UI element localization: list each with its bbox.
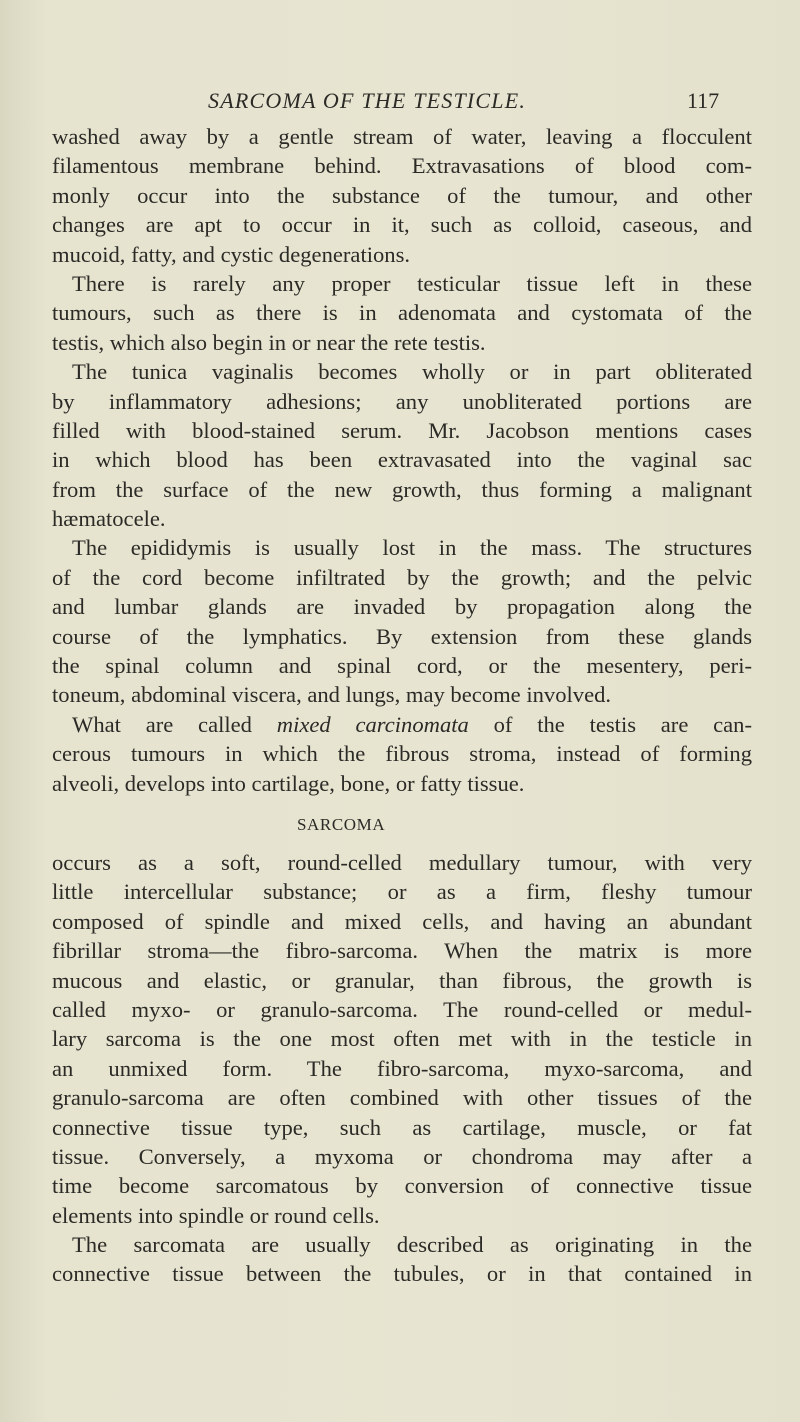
text-line: of the cord become infiltrated by the growth; and the pelvic	[52, 564, 752, 590]
text-line: alveoli, develops into cartilage, bone, or fatty tissue.	[52, 770, 525, 796]
text-line: washed away by a gentle stream of water, leaving a flocculent	[52, 124, 752, 149]
text-line: mucous and elastic, or granular, than fibrous, the growth is	[52, 967, 752, 993]
text-line: elements into spindle or round cells.	[52, 1202, 380, 1228]
text-segment: of the testis are can-	[468, 711, 753, 737]
section-heading: SARCOMA	[297, 814, 386, 834]
text-line: The epididymis is usually lost in the mass. The structures	[72, 535, 752, 561]
text-line: the spinal column and spinal cord, or the mesentery, peri-	[52, 653, 752, 679]
paragraph	[52, 269, 752, 357]
text-line: hæmatocele.	[52, 506, 166, 532]
text-line: from the surface of the new growth, thus forming a malignant	[52, 476, 752, 502]
page-number: 117	[687, 88, 720, 113]
text-line: tissue. Conversely, a myxoma or chondroma may after a	[52, 1143, 752, 1169]
running-head	[0, 88, 800, 118]
paragraph	[52, 122, 752, 269]
text-line: by inflammatory adhesions; any unobliterated portions are	[52, 388, 752, 414]
text-line: cerous tumours in which the fibrous stroma, instead of forming	[52, 741, 752, 767]
text-line: monly occur into the substance of the tumour, and other	[52, 182, 752, 208]
text-line: filamentous membrane behind. Extravasations of blood com-	[52, 153, 752, 179]
text-line: tumours, such as there is in adenomata and cystomata of the	[52, 300, 752, 326]
text-line: called myxo- or granulo-sarcoma. The round-celled or medul-	[52, 996, 752, 1022]
paragraph	[52, 710, 752, 798]
text-line: time become sarcomatous by conversion of connective tissue	[52, 1173, 752, 1199]
text-segment: What are called	[72, 711, 277, 737]
paragraph	[52, 357, 752, 533]
body-text	[52, 122, 752, 1289]
text-line: testis, which also begin in or near the rete testis.	[52, 329, 486, 355]
text-line: mucoid, fatty, and cystic degenerations.	[52, 241, 411, 267]
paragraph	[52, 1230, 752, 1289]
text-line: changes are apt to occur in it, such as colloid, caseous, and	[52, 212, 752, 238]
text-line: filled with blood-stained serum. Mr. Jacobson mentions cases	[52, 417, 752, 443]
text-line: connective tissue type, such as cartilage, muscle, or fat	[52, 1114, 752, 1140]
text-line: an unmixed form. The fibro-sarcoma, myxo-sarcoma, and	[52, 1055, 752, 1081]
text-line: course of the lymphatics. By extension from these glands	[52, 623, 752, 649]
text-line: toneum, abdominal viscera, and lungs, may become involved.	[52, 682, 612, 708]
text-line: There is rarely any proper testicular tissue left in these	[72, 270, 752, 296]
text-line: The sarcomata are usually described as originating in the	[72, 1232, 752, 1258]
text-line: fibrillar stroma—the fibro-sarcoma. When the matrix is more	[52, 938, 752, 964]
text-line: little intercellular substance; or as a firm, fleshy tumour	[52, 879, 752, 905]
text-line	[52, 710, 752, 739]
text-line: in which blood has been extravasated into the vaginal sac	[52, 447, 752, 473]
text-line: occurs as a soft, round-celled medullary tumour, with very	[52, 849, 752, 875]
paragraph	[52, 848, 752, 1230]
italic-term: mixed carcinomata	[276, 711, 469, 737]
text-line: connective tissue between the tubules, or in that contained in	[52, 1261, 752, 1287]
text-line: composed of spindle and mixed cells, and having an abundant	[52, 908, 752, 934]
text-line: and lumbar glands are invaded by propagation along the	[52, 594, 752, 620]
running-title: SARCOMA OF THE TESTICLE.	[208, 88, 527, 113]
text-line: granulo-sarcoma are often combined with other tissues of the	[52, 1085, 752, 1111]
paragraph	[52, 533, 752, 709]
text-line: The tunica vaginalis becomes wholly or in part obliterated	[72, 359, 752, 385]
text-line: lary sarcoma is the one most often met with in the testicle in	[52, 1026, 752, 1052]
